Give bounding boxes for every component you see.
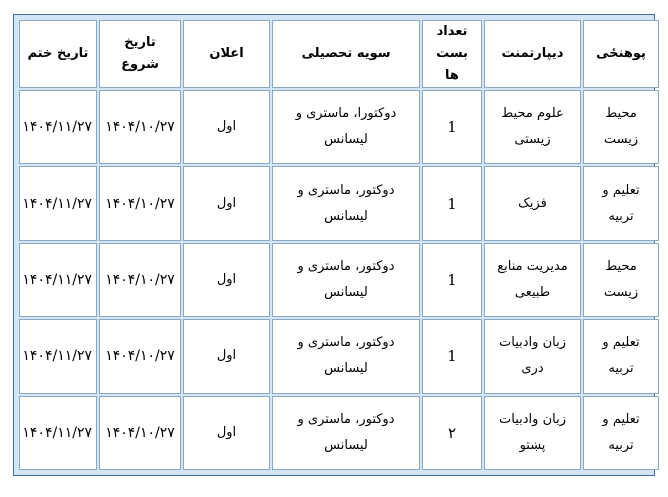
cell-faculty: محیط زیست xyxy=(583,243,659,317)
cell-announcement: اول xyxy=(183,166,270,240)
cell-start-date: ۱۴۰۴/۱۰/۲۷ xyxy=(99,166,181,240)
cell-start-date: ۱۴۰۴/۱۰/۲۷ xyxy=(99,319,181,393)
cell-count: 1 xyxy=(422,166,482,240)
cell-degree: دوکتور، ماستری و لیسانس xyxy=(272,243,420,317)
cell-end-date: ۱۴۰۴/۱۱/۲۷ xyxy=(19,396,97,470)
cell-faculty: تعلیم و تربیه xyxy=(583,319,659,393)
cell-count: 1 xyxy=(422,90,482,164)
cell-count: 1 xyxy=(422,243,482,317)
header-count: تعداد بست ها xyxy=(422,20,482,88)
cell-department: فزیک xyxy=(484,166,581,240)
cell-faculty: تعلیم و تربیه xyxy=(583,166,659,240)
table-row xyxy=(19,243,659,317)
header-row xyxy=(19,20,659,88)
cell-department: مدیریت منابع طبیعی xyxy=(484,243,581,317)
table-row xyxy=(19,166,659,240)
cell-count: ۲ xyxy=(422,396,482,470)
cell-degree: دوکتورا، ماستری و لیسانس xyxy=(272,90,420,164)
cell-announcement: اول xyxy=(183,90,270,164)
cell-end-date: ۱۴۰۴/۱۱/۲۷ xyxy=(19,90,97,164)
table-row xyxy=(19,319,659,393)
cell-announcement: اول xyxy=(183,396,270,470)
cell-department: زبان وادبیات دری xyxy=(484,319,581,393)
cell-degree: دوکتور، ماستری و لیسانس xyxy=(272,166,420,240)
table-row xyxy=(19,396,659,470)
header-faculty: پوهنځی xyxy=(583,20,659,88)
cell-start-date: ۱۴۰۴/۱۰/۲۷ xyxy=(99,243,181,317)
header-end-date: تاریخ ختم xyxy=(19,20,97,88)
cell-end-date: ۱۴۰۴/۱۱/۲۷ xyxy=(19,319,97,393)
table-row xyxy=(19,90,659,164)
header-department: دیپارتمنت xyxy=(484,20,581,88)
header-announcement: اعلان xyxy=(183,20,270,88)
cell-start-date: ۱۴۰۴/۱۰/۲۷ xyxy=(99,396,181,470)
header-degree: سویه تحصیلی xyxy=(272,20,420,88)
cell-department: زبان وادبیات پښتو xyxy=(484,396,581,470)
cell-announcement: اول xyxy=(183,243,270,317)
cell-degree: دوکتور، ماستری و لیسانس xyxy=(272,396,420,470)
cell-start-date: ۱۴۰۴/۱۰/۲۷ xyxy=(99,90,181,164)
cell-count: 1 xyxy=(422,319,482,393)
positions-table xyxy=(17,18,661,472)
cell-end-date: ۱۴۰۴/۱۱/۲۷ xyxy=(19,243,97,317)
cell-faculty: تعلیم و تربیه xyxy=(583,396,659,470)
cell-faculty: محیط زیست xyxy=(583,90,659,164)
cell-end-date: ۱۴۰۴/۱۱/۲۷ xyxy=(19,166,97,240)
cell-announcement: اول xyxy=(183,319,270,393)
header-start-date: تاریخ شروع xyxy=(99,20,181,88)
cell-degree: دوکتور، ماستری و لیسانس xyxy=(272,319,420,393)
positions-table-container xyxy=(13,14,655,476)
cell-department: علوم محیط زیستی xyxy=(484,90,581,164)
